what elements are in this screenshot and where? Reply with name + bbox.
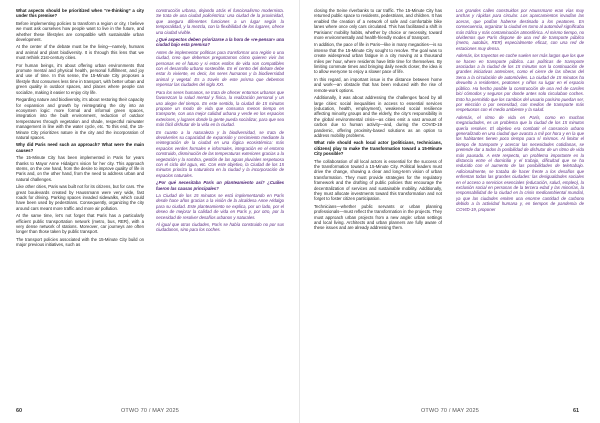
paragraph: Before implementing policies to transform a region or city, I believe we must ask ourselves how people want to live in the future, and whether these lifestyles are compatible with sustainable urban development. xyxy=(16,20,144,43)
paragraph: The transport policies associated with the 15-Minute City build on major previous initiatives, such as xyxy=(16,236,144,248)
question-heading: ¿Qué aspectos deben priorizarse a la hora de «re-pensar» una ciudad bajo esta premisa? xyxy=(156,37,284,48)
journal-issue: OTWO 70 / MAY 2025 xyxy=(420,408,480,414)
question-heading: What aspects should be prioritized when “re-thinking” a city under this premise? xyxy=(16,8,144,19)
paragraph: At the center of the debate must be the living—namely, humans and animal and plant biodiversity. It is through this lens that we must rethink 21st-century cities. xyxy=(16,44,144,61)
paragraph: The 15-Minute City has been implemented in Paris for years thanks to Mayor Anne Hidalgo’s vision for her city. This approach stems, on the one hand, from the desire to improve quality of life in Paris and, on the other hand, from the need to address urban and natural challenges. xyxy=(16,155,144,182)
journal-issue: OTWO 70 / MAY 2025 xyxy=(120,408,180,414)
paragraph: Además, el ritmo de vida en París, como en muchas megaciudades, es un problema que la ciudad de los 15 minutos quería resolver. El objetivo era combatir el cansancio urbano generalizado en una ciudad que avanza a mil por hora y en la que los habitantes tienen poco tiempo para sí mismos. Al limitar el tiempo de transporte y acercar las necesidades cotidianas, se pretende dar a todos la posibilidad de disfrutar de un ritmo de vida más pausado. A este respecto, un problema importante es la distancia entre el domicilio y el trabajo, dificultad que se ha reducido con el aumento de las posibilidades de teletrabajo. Adicionalmente, se trataba de hacer frente a los desafíos que enfrentan todas las grandes ciudades: las desigualdades sociales en el acceso a servicios esenciales (educación, salud, empleo), la exclusión social en personas de la tercera edad y las minorías, la responsabilidad de la ciudad en la crisis medioambiental mundial, ya que las ciudades emiten una enorme cantidad de carbono debido a la actividad humana y, en tiempos de pandemia de COVID-19, proponer xyxy=(456,114,584,212)
paragraph: Regarding nature and biodiversity, it’s about restoring their capacity for expansion and growth by reintegrating the city into an ecosystem logic: more formal and informal green spaces, integration into the built environment, reduction of outdoor temperatures through vegetation and shade, respectful rainwater management in line with the water cycle, etc. To this end, the 15-Minute City prioritizes nature in the city and the incorporation of natural spaces. xyxy=(16,97,144,140)
paragraph: At the same time, let’s not forget that Paris has a particularly efficient public transportation network (metro, bus, RER), with a very dense network of stations. Moreover, car journeys are often longer than those taken by public transport. xyxy=(16,213,144,235)
question-heading: ¿Por qué necesitaba París un planteamiento así? ¿Cuáles fueron las causas principales? xyxy=(156,180,284,191)
right-page xyxy=(300,0,600,423)
page-number: 61 xyxy=(573,408,580,414)
question-heading: What role should each local actor (politicians, technicians, citizens) play to make the transformation toward a 15-Minute City possible? xyxy=(314,140,442,157)
paragraph: In this regard, an important issue is the distance between home and work—an obstacle that has been reduced with the rise of remote-work options. xyxy=(314,76,442,93)
right-page-footer xyxy=(300,408,600,418)
paragraph: closing the Seine riverbanks to car traffic. The 15-Minute City has returned public space to residents, pedestrians, and children. It has enabled the creation of a network of safe and comfortable bike lanes where once only cars circulated. This has facilitated a shift in Parisians’ mobility habits, whether by choice or necessity, toward more environmentally and health-friendly modes of transport. xyxy=(314,8,442,41)
paragraph: La Ciudad de los 15 minutos se está implementando en París desde hace años gracias a la visión de la alcaldesa Anne Hidalgo para su ciudad. Este planteamiento se explica, por un lado, por el deseo de mejorar la calidad de vida en París y, por otro, por la necesidad de resolver desafíos urbanos y naturales. xyxy=(156,193,284,220)
page-number: 60 xyxy=(16,408,23,414)
left-page-english-column xyxy=(16,8,144,400)
question-heading: Why did Paris need such an approach? What were the main causes? xyxy=(16,142,144,153)
paragraph: The collaboration of all local actors is essential for the success of the transformation toward a 15-Minute City. Political leaders must drive the change, showing a clear and long-term vision of urban transformation. They must provide strategies for the regulatory framework and the drafting of public policies that encourage the decentralization of services and sustainable mobility. Additionally, they must allocate investments toward this transformation and not forget to foster citizen participation. xyxy=(314,158,442,202)
paragraph: Además, los trayectos en coche suelen ser más largos que los que se hacen en transporte público. Las políticas de transporte asociadas a la ciudad de los 15 minutos son la continuación de grandes iniciativas anteriores, como el cierre de las riberas del Sena a la circulación de automóviles. La ciudad de 15 minutos ha devuelto a residentes, peatones y niños su lugar en el espacio público. Ha hecho posible la construcción de una red de carriles bici cómodos y seguros por donde antes solo circulaban coches. Esto ha permitido que los cambios del usuario parisino puedan ser, por elección o por necesidad, con medios de transporte más respetuosos con el medio ambiente y la salud. xyxy=(456,53,584,113)
paragraph: Technicians—whether public servants or urban planning professionals—must reflect the transformation in the projects. They must approach urban projects from a new angle: urban settings and local living. Architects and urban planners are fully aware of these issues and are already addressing them. xyxy=(314,203,442,231)
paragraph: Antes de implementar políticas para transformar una región o una ciudad, creo que debemos preguntarnos cómo quieren vivir las personas en el futuro y si estos estilos de vida son compatibles con el desarrollo urbano sostenible. En el centro del debate debe estar lo viviente, es decir, los seres humanos y la biodiversidad animal y vegetal. Es a través de este prisma que debemos repensar las ciudades del siglo XXI. xyxy=(156,49,284,88)
paragraph: Additionally, it was about addressing the challenges faced by all large cities: social inequalities in access to essential services (education, health, employment), weakened social resilience affecting minority groups and the elderly, the city’s responsibility in the global environmental crisis—as cities emit a vast amount of carbon due to human activity—and, during the COVID-19 pandemic, offering proximity-based solutions as an option to address mobility problems. xyxy=(314,95,442,138)
paragraph: For human beings, it’s about offering urban environments that promote mental and physical health, personal fulfillment, and joy and use of time. In this sense, the 15-Minute City proposes a lifestyle that consumes less time in transport, with better urban and green quality in outdoor spaces, and places where people can socialize, making it easier to enjoy city life. xyxy=(16,62,144,95)
right-page-english-column xyxy=(314,8,442,400)
paragraph: Al igual que otras ciudades, París se había construido no por sus ciudadanos, sino para los coches. xyxy=(156,222,284,233)
paragraph: Like other cities, Paris was built not for its citizens, but for cars. The great boulevards created by Haussmann were very wide, fast roads for driving. Parking spaces invaded sidewalks, which could have been used by pedestrians. Consequently, organizing the city around cars meant more traffic and more air pollution. xyxy=(16,184,144,211)
paragraph: En cuanto a la naturaleza y la biodiversidad, se trata de devolverles su capacidad de expansión y crecimiento mediante la reintegración de la ciudad en una lógica ecosistémica: más espacios verdes formales e informales, integración en el entorno construido, disminución de las temperaturas exteriores gracias a la vegetación y la sombra, gestión de las aguas pluviales respetuosa con el ciclo del agua, etc. Con este objetivo, la Ciudad de los 15 minutos prioriza la naturaleza en la ciudad y la incorporación de espacios naturales. xyxy=(156,129,284,178)
paragraph: In addition, the pace of life in Paris—like in many megacities—is so intense that the 15-Minute City sought to resolve. The goal was to create widespread urban fatigue in a city moving at a thousand miles per hour, where residents have little time for themselves. By limiting commute times and bringing daily needs closer, the idea is to allow everyone to enjoy a slower pace of life. xyxy=(314,42,442,75)
paragraph: Para los seres humanos, se trata de ofrecer entornos urbanos que favorezcan la salud mental y física, la realización personal y un uso alegre del tiempo. En este sentido, la ciudad de 15 minutos propone un modo de vida que consuma menos tiempo en transporte, con una mejor calidad urbana y verde en los espacios exteriores, y lugares donde la gente pueda socializar, para que sea más fácil disfrutar de la vida en la ciudad. xyxy=(156,89,284,128)
paragraph: construcción urbana, dejando atrás el funcionalismo modernista. Se trata de una ciudad policéntrica: una ciudad de la proximidad, que asegura diferentes funciones a un lugar según la temporalidad, y la mezcla, con la flexibilidad de los lugares, ofrece una ciudad vivible. xyxy=(156,8,284,35)
left-page-footer xyxy=(0,408,300,418)
paragraph: Los grandes calles construidos por Haussmann eran vías muy anchas y rápidas para circular. Los aparcamientos invadían las aceras, que podían haberse destinado a los peatones. En consecuencia, organizar la ciudad en torno al automóvil significaba más tráfico y más contaminación atmosférica. Al mismo tiempo, no olvidemos que París dispone de una red de transporte público (metro, autobús, RER) especialmente eficaz, con una red de estaciones muy densa. xyxy=(456,8,584,51)
left-page-spanish-column xyxy=(156,8,284,400)
right-page-spanish-column xyxy=(456,8,584,400)
